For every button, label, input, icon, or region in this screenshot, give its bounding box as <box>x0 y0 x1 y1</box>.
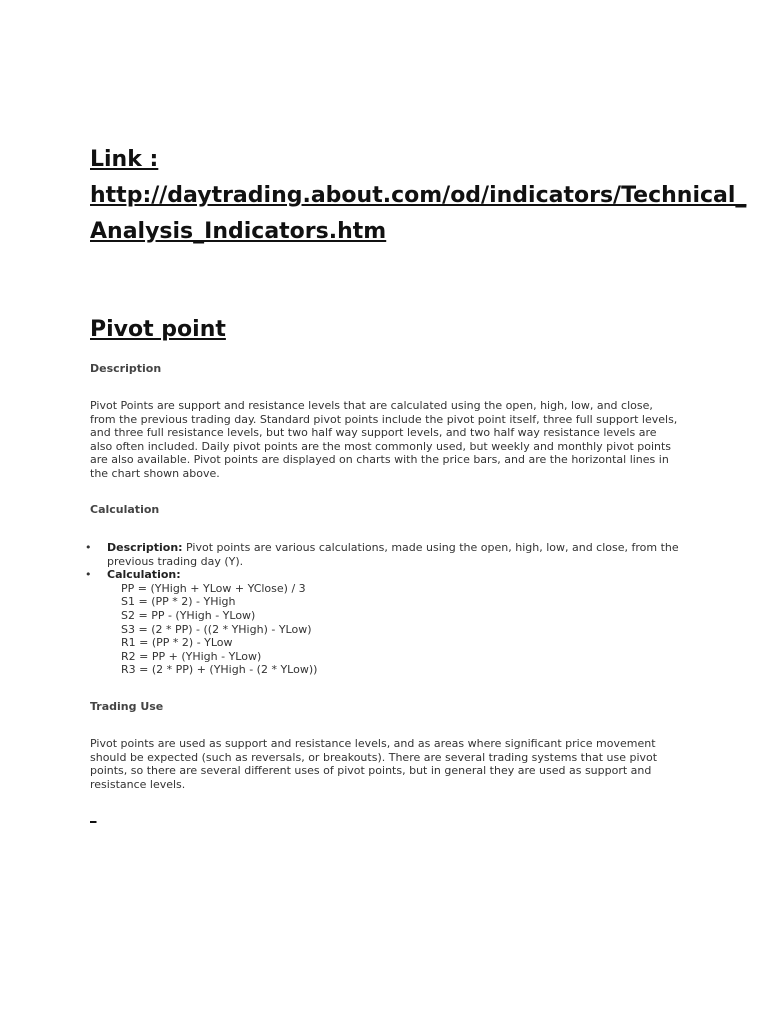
formula-r1: R1 = (PP * 2) - YLow <box>121 636 233 650</box>
bullet-icon: • <box>85 568 92 582</box>
link-url-line-2[interactable]: Analysis_Indicators.htm <box>90 219 387 244</box>
formula-s1: S1 = (PP * 2) - YHigh <box>121 595 236 609</box>
list-item <box>85 541 680 568</box>
formula-s3: S3 = (2 * PP) - ((2 * YHigh) - YLow) <box>121 622 312 636</box>
list-item <box>85 568 680 582</box>
link-url-line-1[interactable]: http://daytrading.about.com/od/indicators/Technical_ <box>90 183 747 208</box>
formula-r2: R2 = PP + (YHigh - YLow) <box>121 649 262 663</box>
calculation-heading: Calculation <box>90 503 160 516</box>
calculation-label: Calculation: <box>107 568 181 582</box>
link-label: Link : <box>90 147 159 172</box>
page-title: Pivot point <box>90 317 226 342</box>
bullet-icon: • <box>85 541 92 554</box>
trailing-underscore: _ <box>90 809 97 824</box>
description-text: Pivot points are various calculations, made using the open, high, low, and close, from the previous trading day (Y). <box>107 541 679 568</box>
formula-s2: S2 = PP - (YHigh - YLow) <box>121 608 256 622</box>
description-label: Description: <box>107 541 183 554</box>
description-heading: Description <box>90 362 162 375</box>
calculation-list <box>85 541 680 677</box>
link-block <box>90 142 747 250</box>
trading-use-paragraph: Pivot points are used as support and resistance levels, and as areas where significant price movement should be expected (such as reversals, or breakouts). There are several trading systems that use pivot points, so there are several different uses of pivot points, but in general they are used as support and resistance levels. <box>90 737 658 791</box>
description-paragraph: Pivot Points are support and resistance levels that are calculated using the open, high, low, and close, from the previous trading day. Standard pivot points include the pivot point itself, three full support levels, and three full resistance levels, but two half way support levels, and two half way resistance levels are also often included. Daily pivot points are the most commonly used, but weekly and monthly pivot points are also available. Pivot points are displayed on charts with the price bars, and are the horizontal lines in the chart shown above. <box>90 399 678 480</box>
formula-r3: R3 = (2 * PP) + (YHigh - (2 * YLow)) <box>121 663 318 677</box>
formula-pp: PP = (YHigh + YLow + YClose) / 3 <box>121 581 306 595</box>
trading-use-heading: Trading Use <box>90 700 164 713</box>
